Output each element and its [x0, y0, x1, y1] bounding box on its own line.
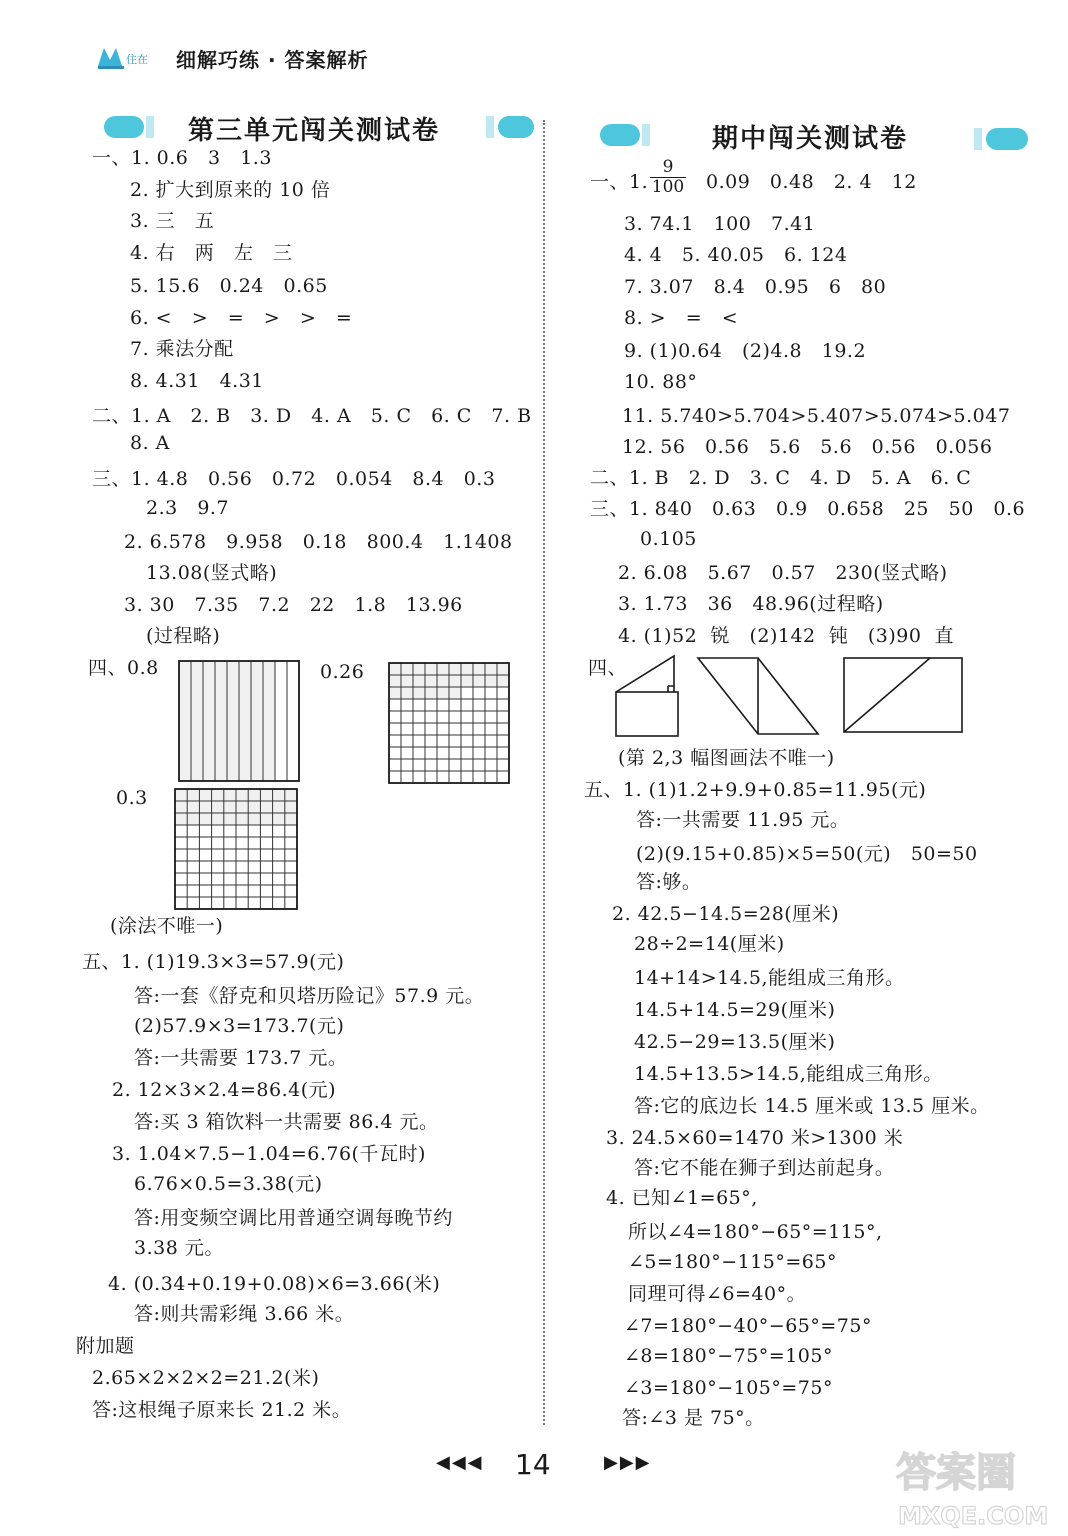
grid-cell-shaded: [199, 813, 211, 825]
grid-cell-shaded: [248, 813, 260, 825]
grid-cell-shaded: [273, 801, 285, 813]
grid-cell-shaded: [389, 675, 401, 687]
column-divider: [543, 120, 545, 1425]
answer-line: 3.38 元。: [134, 1237, 224, 1259]
svg-text:MXQE.COM: MXQE.COM: [898, 1502, 1049, 1530]
answer-line: 9. (1)0.64 (2)4.8 19.2: [624, 340, 867, 362]
grid-cell-shaded: [187, 813, 199, 825]
grid-cell-shaded: [425, 687, 437, 699]
grid-cell-shaded: [401, 675, 413, 687]
answer-line: 3. 30 7.35 7.2 22 1.8 13.96: [124, 594, 463, 616]
grid-cell-shaded: [212, 813, 224, 825]
answer-line: 答:一套《舒克和贝塔历险记》57.9 元。: [134, 985, 485, 1007]
answer-line: 一、1.: [590, 171, 649, 193]
answer-line: 同理可得∠6=40°。: [628, 1283, 807, 1305]
answer-line: 2. 6.08 5.67 0.57 230(竖式略): [618, 562, 948, 584]
grid-cell-shaded: [227, 661, 239, 781]
answer-line: 2. 12×3×2.4=86.4(元): [112, 1079, 337, 1101]
answer-line: 3. 1.73 36 48.96(过程略): [618, 593, 884, 615]
grid-cell-shaded: [461, 675, 473, 687]
answer-line: (2)(9.15+0.85)×5=50(元) 50=50: [636, 843, 978, 865]
answer-line: 0.09 0.48 2. 4 12: [706, 171, 917, 193]
grid-cell-shaded: [175, 813, 187, 825]
grid-cell-shaded: [485, 675, 497, 687]
answer-line: 一、1. 0.6 3 1.3: [92, 147, 272, 169]
answer-line: 8. > = <: [624, 307, 739, 329]
grid-cell-shaded: [285, 813, 297, 825]
answer-line: 2. 6.578 9.958 0.18 800.4 1.1408: [124, 531, 513, 553]
grid-cell-shaded: [413, 675, 425, 687]
answer-line: 答:用变频空调比用普通空调每晚节约: [134, 1207, 453, 1229]
right-section-title: 期中闯关测试卷: [712, 124, 909, 154]
answer-line: 答:买 3 箱饮料一共需要 86.4 元。: [134, 1111, 439, 1133]
hundred-grid-0-26: [388, 662, 510, 784]
hundred-grid-0-8: [178, 660, 300, 782]
grid-cell-shaded: [449, 687, 461, 699]
answer-line: 2. 42.5−14.5=28(厘米): [612, 903, 840, 925]
grid-label-0-26: 0.26: [320, 661, 365, 683]
answer-line: 12. 56 0.56 5.6 5.6 0.56 0.056: [622, 436, 993, 458]
grid-label-0-3: 0.3: [116, 787, 148, 809]
grid-cell-shaded: [224, 813, 236, 825]
grid-cell-shaded: [273, 789, 285, 801]
answer-line: 二、1. A 2. B 3. D 4. A 5. C 6. C 7. B: [92, 405, 532, 427]
answer-line: 8. 4.31 4.31: [130, 370, 264, 392]
next-arrows-icon: ▶▶▶: [604, 1452, 652, 1473]
grid-cell-shaded: [236, 813, 248, 825]
grid-cell-shaded: [449, 675, 461, 687]
answer-line: 答:它的底边长 14.5 厘米或 13.5 厘米。: [634, 1095, 990, 1117]
grid-cell-shaded: [425, 663, 437, 675]
answer-line: (第 2,3 幅图画法不唯一): [618, 747, 835, 769]
title-tab-left-stripe-icon: [642, 124, 650, 146]
answer-line: 二、1. B 2. D 3. C 4. D 5. A 6. C: [590, 467, 972, 489]
fraction-9-100: $\frac{9}{100}$: [651, 157, 685, 197]
grid-cell-shaded: [497, 663, 509, 675]
grid-cell-shaded: [224, 789, 236, 801]
grid-cell-shaded: [413, 687, 425, 699]
answer-line: 6. < > = > > =: [130, 307, 353, 329]
answer-line: 7. 3.07 8.4 0.95 6 80: [624, 276, 887, 298]
answer-line: 答:一共需要 11.95 元。: [636, 809, 850, 831]
answer-line: ∠5=180°−115°=65°: [628, 1251, 837, 1273]
title-tab-left-icon: [600, 124, 640, 146]
answer-line: 11. 5.740>5.704>5.407>5.074>5.047: [622, 405, 1011, 427]
grid-cell-shaded: [199, 789, 211, 801]
answer-line: 三、1. 4.8 0.56 0.72 0.054 8.4 0.3: [92, 468, 496, 490]
grid-cell-shaded: [285, 789, 297, 801]
grid-cell-shaded: [285, 801, 297, 813]
grid-cell-shaded: [239, 661, 251, 781]
answer-line: 五、1. (1)19.3×3=57.9(元): [82, 951, 345, 973]
answer-line: 答:∠3 是 75°。: [622, 1407, 765, 1429]
answer-line: 四、: [588, 657, 628, 679]
grid-cell-shaded: [485, 663, 497, 675]
grid-cell-shaded: [215, 661, 227, 781]
grid-cell-shaded: [248, 789, 260, 801]
grid-cell-shaded: [212, 789, 224, 801]
answer-line: 所以∠4=180°−65°=115°,: [628, 1221, 883, 1243]
grid-cell-shaded: [461, 663, 473, 675]
grid-cell-shaded: [473, 675, 485, 687]
answer-line: ∠3=180°−105°=75°: [624, 1377, 833, 1399]
grid-cell-shaded: [273, 813, 285, 825]
answer-line: 4. 已知∠1=65°,: [606, 1187, 758, 1209]
answer-line: 答:这根绳子原来长 21.2 米。: [92, 1399, 352, 1421]
grid-cell-shaded: [401, 687, 413, 699]
answer-line: 2. 扩大到原来的 10 倍: [130, 179, 331, 201]
figure-1-rectangle: [616, 692, 678, 736]
left-section-title: 第三单元闯关测试卷: [188, 116, 441, 146]
grid-cell-shaded: [175, 789, 187, 801]
grid-cell-shaded: [473, 663, 485, 675]
answer-line: (涂法不唯一): [110, 915, 224, 937]
title-tab-right-icon: [986, 128, 1028, 150]
grid-cell-shaded: [251, 661, 263, 781]
answer-line: 8. A: [130, 432, 170, 454]
grid-cell-shaded: [199, 801, 211, 813]
answer-line: (过程略): [146, 625, 221, 647]
answer-line: 4. (1)52 锐 (2)142 钝 (3)90 直: [618, 625, 955, 647]
grid-cell-shaded: [497, 675, 509, 687]
grid-cell-shaded: [401, 663, 413, 675]
grid-cell-shaded: [260, 789, 272, 801]
grid-cell-shaded: [263, 661, 275, 781]
title-tab-left-icon: [104, 116, 144, 138]
answer-line: 7. 乘法分配: [130, 338, 234, 360]
book-title: 细解巧练 · 答案解析: [176, 48, 369, 72]
grid-cell-shaded: [179, 661, 191, 781]
grid-cell-shaded: [212, 801, 224, 813]
answer-line: 6.76×0.5=3.38(元): [134, 1173, 323, 1195]
grid-cell-shaded: [248, 801, 260, 813]
brand-logo-icon: [96, 44, 148, 70]
hundred-grid-0-3: [174, 788, 298, 910]
title-tab-right-icon: [498, 116, 534, 138]
answer-line: 4. (0.34+0.19+0.08)×6=3.66(米): [108, 1273, 441, 1295]
answer-line: 五、1. (1)1.2+9.9+0.85=11.95(元): [584, 779, 927, 801]
watermark-logo-icon: [892, 1440, 1062, 1532]
grid-cell-shaded: [187, 789, 199, 801]
answer-line: 答:它不能在狮子到达前起身。: [634, 1157, 895, 1179]
answer-line: 2.3 9.7: [146, 497, 230, 519]
grid-cell-shaded: [260, 801, 272, 813]
grid-cell-shaded: [449, 663, 461, 675]
figure-3-rectangle: [844, 658, 962, 732]
grid-cell-shaded: [224, 801, 236, 813]
answer-line: 42.5−29=13.5(厘米): [634, 1031, 836, 1053]
bonus-heading: 附加题: [76, 1335, 135, 1357]
grid-cell-shaded: [191, 661, 203, 781]
svg-text:住在: 住在: [126, 53, 148, 66]
grid-cell-shaded: [175, 801, 187, 813]
answer-line: 4. 右 两 左 三: [130, 242, 293, 264]
answer-line: 3. 74.1 100 7.41: [624, 213, 816, 235]
answer-line: (2)57.9×3=173.7(元): [134, 1015, 345, 1037]
grid-cell-shaded: [413, 663, 425, 675]
answer-line: 3. 24.5×60=1470 米>1300 米: [606, 1127, 904, 1149]
grid-cell-shaded: [187, 801, 199, 813]
answer-line: 3. 三 五: [130, 210, 215, 232]
svg-text:答案圈: 答案圈: [896, 1450, 1016, 1496]
answer-line: 14+14>14.5,能组成三角形。: [634, 967, 905, 989]
grid-cell-shaded: [437, 687, 449, 699]
grid-cell-shaded: [236, 801, 248, 813]
grid-label-0-8: 四、0.8: [88, 657, 159, 679]
prev-arrows-icon: ◀◀◀: [436, 1452, 484, 1473]
title-tab-right-stripe-icon: [974, 128, 982, 150]
answer-line: 14.5+13.5>14.5,能组成三角形。: [634, 1063, 943, 1085]
geometry-drawings: [612, 654, 982, 738]
grid-cell-shaded: [437, 675, 449, 687]
page-number: 14: [515, 1448, 551, 1481]
answer-line: 答:一共需要 173.7 元。: [134, 1047, 348, 1069]
answer-line: ∠7=180°−40°−65°=75°: [624, 1315, 872, 1337]
grid-cell-shaded: [236, 789, 248, 801]
grid-cell-shaded: [425, 675, 437, 687]
answer-line: 10. 88°: [624, 371, 698, 393]
answer-line: 0.105: [640, 528, 697, 550]
answer-line: 答:则共需彩绳 3.66 米。: [134, 1303, 355, 1325]
answer-line: 4. 4 5. 40.05 6. 124: [624, 244, 848, 266]
answer-line: 28÷2=14(厘米): [634, 933, 785, 955]
figure-1-triangle: [616, 656, 674, 692]
answer-line: 答:够。: [636, 871, 702, 893]
grid-cell-shaded: [389, 687, 401, 699]
answer-line: ∠8=180°−75°=105°: [624, 1345, 833, 1367]
grid-cell-shaded: [389, 663, 401, 675]
grid-cell-shaded: [260, 813, 272, 825]
answer-line: 14.5+14.5=29(厘米): [634, 999, 836, 1021]
answer-line: 2.65×2×2×2=21.2(米): [92, 1367, 320, 1389]
title-tab-right-stripe-icon: [486, 116, 494, 138]
answer-line: 3. 1.04×7.5−1.04=6.76(千瓦时): [112, 1143, 426, 1165]
grid-cell-shaded: [203, 661, 215, 781]
grid-cell-shaded: [437, 663, 449, 675]
title-tab-left-stripe-icon: [146, 116, 154, 138]
answer-line: 13.08(竖式略): [146, 562, 278, 584]
answer-line: 5. 15.6 0.24 0.65: [130, 275, 328, 297]
answer-line: 三、1. 840 0.63 0.9 0.658 25 50 0.6: [590, 498, 1026, 520]
